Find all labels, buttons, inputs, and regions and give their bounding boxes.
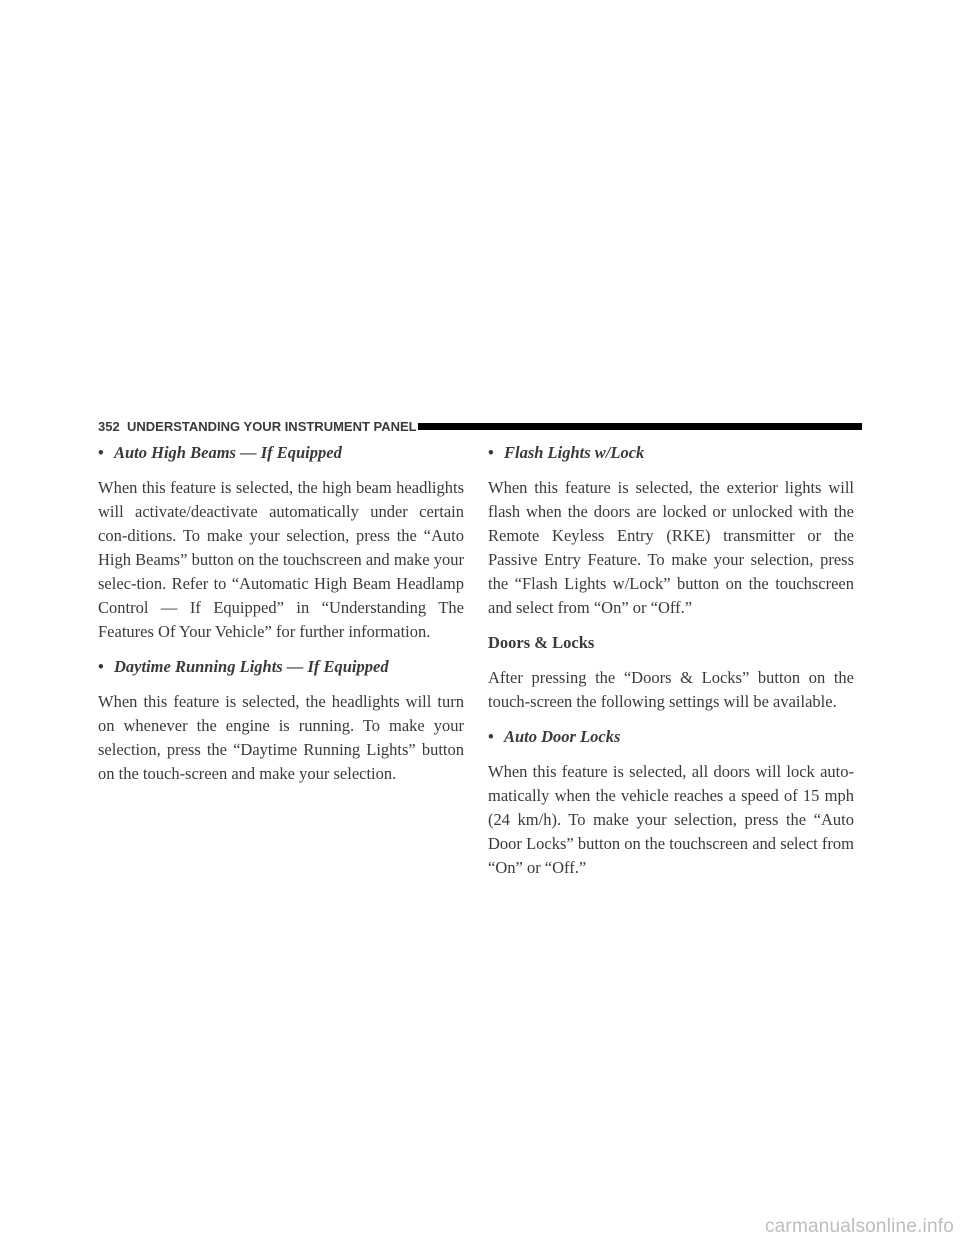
bullet-icon: • [98, 657, 104, 676]
paragraph-auto-door-locks: When this feature is selected, all doors will lock auto-matically when the vehicle reaches a speed of 15 mph (24 km/h). To make your selection, press the “Auto Door Locks” button on the touchscreen and select from “On” or “Off.” [488, 762, 854, 877]
bullet-label: Auto Door Locks [504, 727, 621, 746]
bullet-icon: • [488, 443, 494, 462]
paragraph-doors-locks: After pressing the “Doors & Locks” button on the touch-screen the following settings will be available. [488, 668, 854, 711]
bullet-auto-high-beams [98, 441, 464, 465]
bullet-icon: • [98, 443, 104, 462]
subheading-doors-locks: Doors & Locks [488, 633, 595, 652]
page-number: 352 [98, 419, 120, 434]
page-header [98, 418, 862, 436]
paragraph-daytime-running-lights: When this feature is selected, the headlights will turn on whenever the engine is running. To make your selection, press the “Daytime Running Lights” button on the touch-screen and make your selection. [98, 692, 464, 783]
section-title: UNDERSTANDING YOUR INSTRUMENT PANEL [127, 419, 417, 434]
paragraph-auto-high-beams: When this feature is selected, the high beam headlights will activate/deactivate automatically under certain con-ditions. To make your selection, press the “Auto High Beams” button on the touchscreen and make your selec-tion. Refer to “Automatic High Beam Headlamp Control — If Equipped” in “Understanding The Features Of Your Vehicle” for further information. [98, 478, 464, 641]
header-rule [418, 423, 862, 430]
bullet-label: Auto High Beams — If Equipped [114, 443, 342, 462]
bullet-daytime-running-lights [98, 655, 464, 679]
bullet-label: Daytime Running Lights — If Equipped [114, 657, 389, 676]
paragraph-flash-lights: When this feature is selected, the exterior lights will flash when the doors are locked or unlocked with the Remote Keyless Entry (RKE) transmitter or the Passive Entry Feature. To make your selection, press the “Flash Lights w/Lock” button on the touchscreen and select from “On” or “Off.” [488, 478, 854, 617]
left-column [98, 441, 464, 797]
bullet-auto-door-locks [488, 725, 854, 749]
right-column [488, 441, 854, 891]
bullet-label: Flash Lights w/Lock [504, 443, 645, 462]
bullet-icon: • [488, 727, 494, 746]
watermark: carmanualsonline.info [764, 1216, 954, 1237]
bullet-flash-lights [488, 441, 854, 465]
